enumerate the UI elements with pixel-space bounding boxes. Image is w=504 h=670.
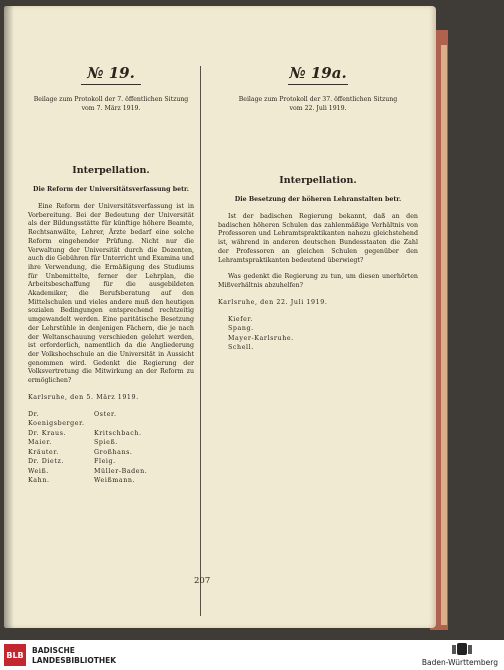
- left-signatures: [28, 410, 194, 486]
- left-title: Interpellation.: [72, 165, 150, 176]
- coat-of-arms-icon: [449, 642, 475, 656]
- footer-bar: [0, 640, 504, 670]
- page-number: 207: [194, 576, 211, 586]
- signature-row: Spang.: [228, 325, 254, 333]
- signature-row: Dr. Kraus. Kritschbach.: [28, 429, 142, 437]
- right-signatures: [218, 315, 418, 353]
- book-page-edges: [441, 45, 447, 625]
- right-body-2: Was gedenkt die Regierung zu tun, um diesen unerhörten Mißverhältnis abzuhelfen?: [218, 273, 418, 289]
- right-beilage: Beilage zum Protokoll der 37. öffentlichen Sitzung vom 22. Juli 1919.: [238, 96, 398, 112]
- library-name-line1: BADISCHE: [32, 646, 75, 655]
- baden-wuerttemberg-label: Baden-Württemberg: [421, 658, 498, 667]
- signature-row: Mayer-Karlsruhe.: [228, 334, 294, 342]
- right-dateline: Karlsruhe, den 22. Juli 1919.: [218, 298, 328, 306]
- signature-row: Kiefer.: [228, 315, 254, 323]
- page-crease: [4, 6, 14, 628]
- library-name-line2: LANDESBIBLIOTHEK: [32, 656, 117, 665]
- column-divider: [200, 66, 201, 616]
- left-number: № 19.: [28, 64, 194, 85]
- signature-row: Dr. Dietz. Fleig.: [28, 458, 116, 466]
- left-dateline: Karlsruhe, den 5. März 1919.: [28, 393, 139, 401]
- signature-row: Kahn. Weißmann.: [28, 477, 136, 485]
- signature-row: Kräuter. Großhans.: [28, 448, 133, 456]
- right-title: Interpellation.: [279, 175, 357, 186]
- left-beilage: Beilage zum Protokoll der 7. öffentlichen Sitzung vom 7. März 1919.: [33, 96, 189, 112]
- document-page: [4, 6, 436, 628]
- right-number: № 19a.: [218, 64, 418, 85]
- left-subtitle: Die Reform der Universitätsverfassung betr.: [33, 186, 189, 193]
- left-body: Eine Reform der Universitätsverfassung ist in Vorbereitung. Bei der Bedeutung der Universität als der Bildungsstätte für künftige höhere Beamte, Rechtsanwälte, Lehrer, Ärzte bedarf eine solche Reform eingehender Prüfung. Nicht nur die Verwaltung der Universität durch die Dozenten, auch die Gebühren für Unterricht und Examina und ihre Verwendung, die Ermäßigung des Studiums für Unbemittelte, ferner der Lehrplan, die Arbeitsbeschaffung für die ausgebildeten Akademiker, die Berufsberatung auf den Mittelschulen und vieles andere muß den heutigen sozialen Bedingungen entsprechend rechtzeitig umgewandelt werden. Eine paritätische Besetzung der Lehrstühle in denjenigen Fächern, die je nach der Weltanschauung verschieden gelehrt werden, ist erforderlich, namentlich da die Angliederung der Volkshochschule an die Universität in Aussicht genommen wird. Gedenkt die Regierung der Volksvertretung die Mitwirkung an der Reform zu ermöglichen?: [28, 203, 195, 385]
- signature-row: Weiß. Müller-Baden.: [28, 467, 148, 475]
- signature-row: Dr. Koenigsberger. Oster.: [28, 410, 117, 428]
- right-body-1: Ist der badischen Regierung bekannt, daß an den badischen höheren Schulen das zahlenmäßige Verhältnis von Professoren und Lehramtspraktikanten nahezu gleichstehend ist, während in anderen deutschen Bundesstaaten die Zahl der Professoren an gleichen Schulen gegenüber den Lehramtspraktikanten bedeutend überwiegt?: [218, 213, 418, 264]
- signature-row: Maier. Spieß.: [28, 439, 118, 447]
- blb-logo: BLB: [4, 644, 26, 666]
- left-column: [28, 64, 194, 486]
- signature-row: Schell.: [228, 344, 254, 352]
- right-subtitle: Die Besetzung der höheren Lehranstalten betr.: [234, 196, 402, 203]
- right-column: [218, 64, 418, 353]
